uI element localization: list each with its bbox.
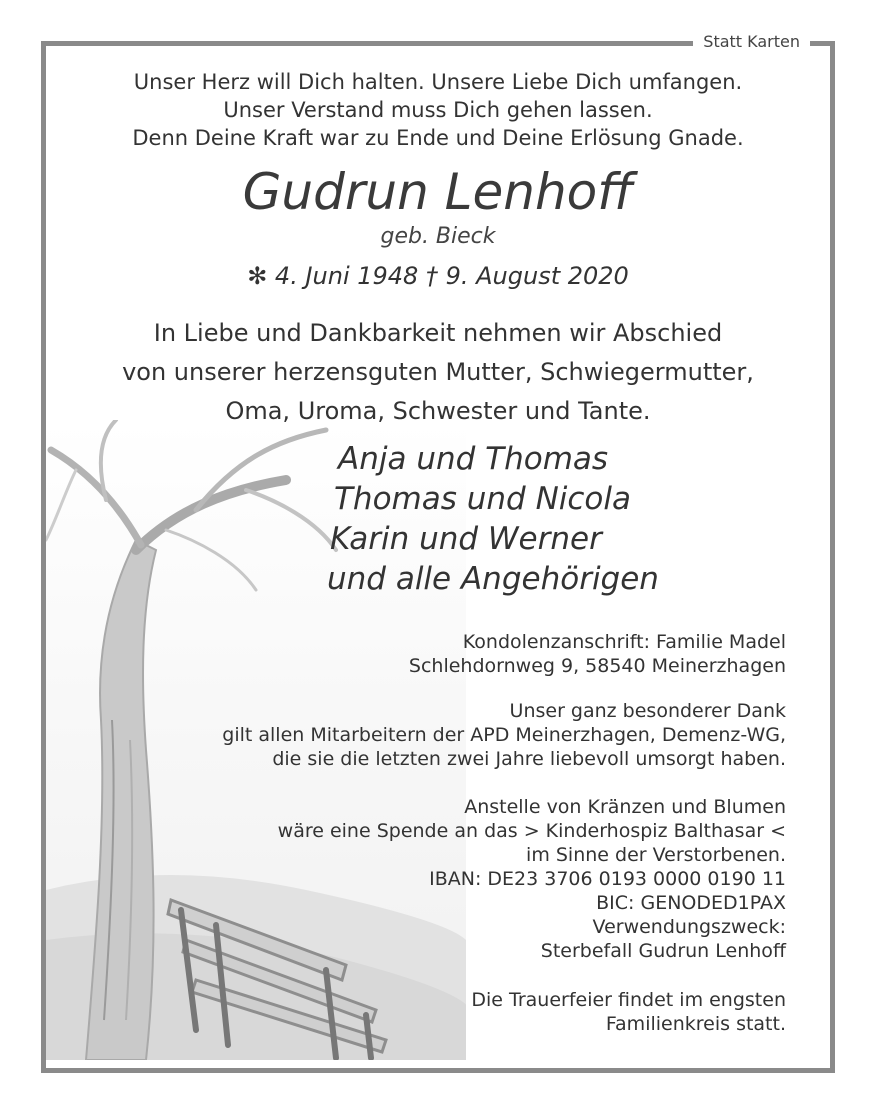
condolence-line: Kondolenzanschrift: Familie Madel [462,631,786,653]
verse-line: Denn Deine Kraft war zu Ende und Deine Erlösung Gnade. [132,126,744,150]
donation-line: Anstelle von Kränzen und Blumen [464,796,786,818]
thanks-line: gilt allen Mitarbeitern der APD Meinerzhagen, Demenz-WG, [222,724,786,746]
life-dates: ✻ 4. Juni 1948 † 9. August 2020 [247,262,629,290]
condolence-line: Schlehdornweg 9, 58540 Meinerzhagen [408,655,786,677]
thanks-line: die sie die letzten zwei Jahre liebevoll umsorgt haben. [272,748,786,770]
farewell-line: In Liebe und Dankbarkeit nehmen wir Abschied [153,319,723,347]
ceremony-line: Die Trauerfeier findet im engsten [471,989,786,1011]
farewell-line: Oma, Uroma, Schwester und Tante. [225,397,651,425]
birth-name: geb. Bieck [380,224,496,249]
ceremony-note [471,988,786,1036]
opening-verse [46,68,830,152]
donation-info [278,795,786,963]
family-member-line: Thomas und Nicola [334,481,631,517]
farewell-text [46,314,830,431]
verse-line: Unser Herz will Dich halten. Unsere Liebe Dich umfangen. [133,70,743,94]
donation-line: Verwendungszweck: [592,916,786,938]
family-member-line: und alle Angehörigen [327,561,659,597]
donation-line: im Sinne der Verstorbenen. [526,844,786,866]
ceremony-line: Familienkreis statt. [605,1013,786,1035]
donation-line: Sterbefall Gudrun Lenhoff [540,940,786,962]
deceased-name: Gudrun Lenhoff [242,163,634,221]
iban-line: IBAN: DE23 3706 0193 0000 0190 11 [429,868,786,890]
bic-line: BIC: GENODED1PAX [596,892,786,914]
family-member-line: Karin und Werner [330,521,602,557]
family-member-line: Anja und Thomas [338,441,609,477]
farewell-line: von unserer herzensguten Mutter, Schwiegermutter, [122,358,754,386]
thanks-note [222,699,786,771]
statt-karten-label: Statt Karten [693,31,810,53]
donation-line: wäre eine Spende an das > Kinderhospiz Balthasar < [277,820,786,842]
condolence-address [409,630,786,678]
verse-line: Unser Verstand muss Dich gehen lassen. [223,98,653,122]
thanks-line: Unser ganz besonderer Dank [509,700,786,722]
